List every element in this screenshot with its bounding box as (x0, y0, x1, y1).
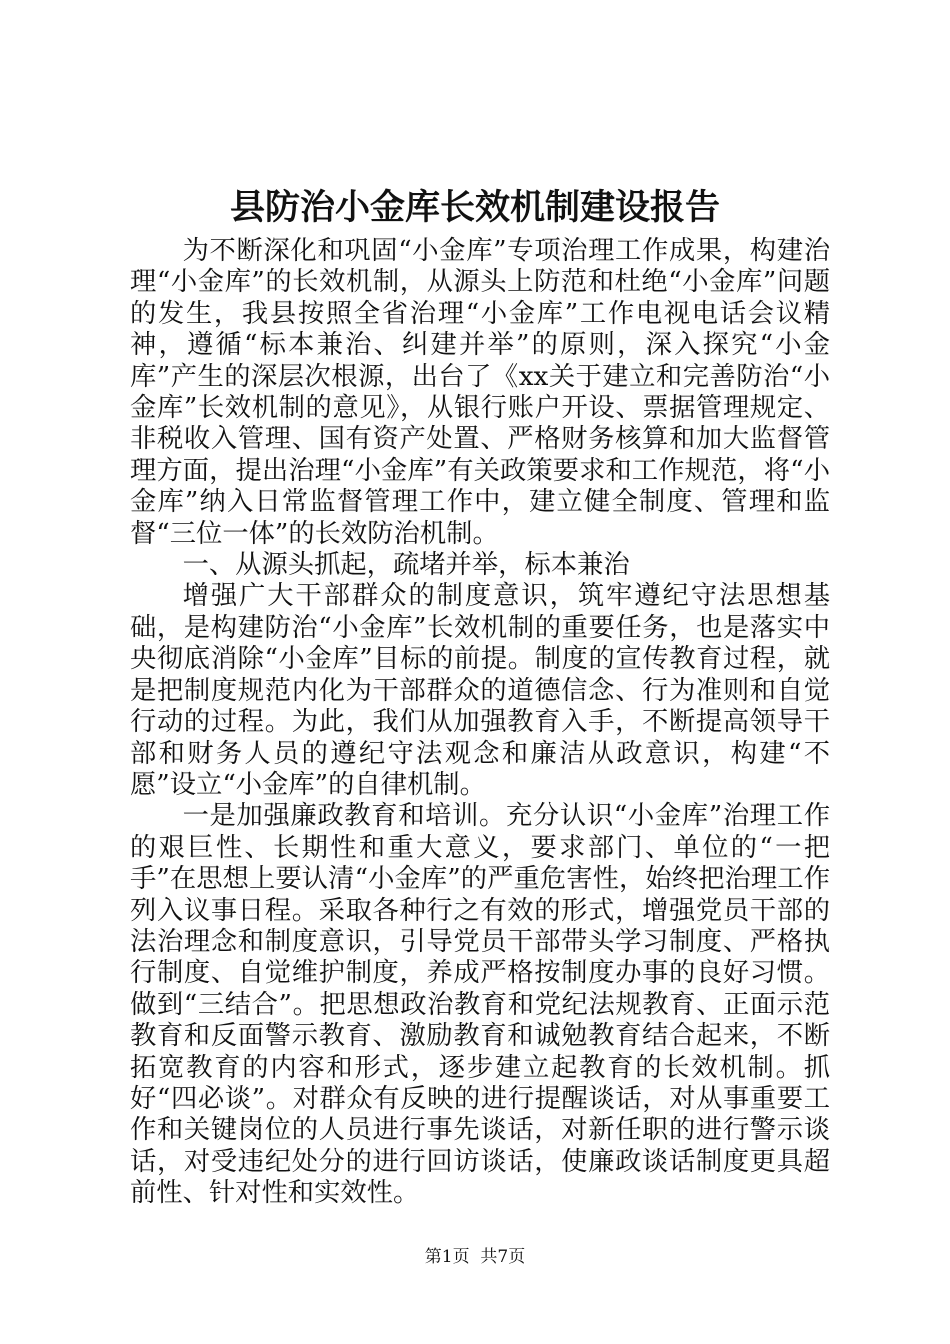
page-footer (0, 1246, 950, 1268)
page-number: 第1页 (424, 1247, 470, 1267)
section-heading: 一、从源头抓起，疏堵并举，标本兼治 (182, 550, 630, 581)
body-paragraph: 增强广大干部群众的制度意识，筑牢遵纪守法思想基础，是构建防治“小金库”长效机制的重要任务，也是落实中央彻底消除“小金库”目标的前提。制度的宣传教育过程，就是把制度规范内化为干部群众的道德信念、行为准则和自觉行动的过程。为此，我们从加强教育入手，不断提高领导干部和财务人员的遵纪守法观念和廉洁从政意识，构建“不愿”设立“小金库”的自律机制。 (130, 581, 830, 800)
document-body (130, 236, 830, 1210)
document-title: 县防治小金库长效机制建设报告 (229, 187, 720, 228)
body-paragraph: 一是加强廉政教育和培训。充分认识“小金库”治理工作的艰巨性、长期性和重大意义，要求部门、单位的“一把手”在思想上要认清“小金库”的严重危害性，始终把治理工作列入议事日程。采取各种行之有效的形式，增强党员干部的法治理念和制度意识，引导党员干部带头学习制度、严格执行制度、自觉维护制度，养成严格按制度办事的良好习惯。做到“三结合”。把思想政治教育和党纪法规教育、正面示范教育和反面警示教育、激励教育和诚勉教育结合起来，不断拓宽教育的内容和形式，逐步建立起教育的长效机制。抓好“四必谈”。对群众有反映的进行提醒谈话，对从事重要工作和关键岗位的人员进行事先谈话，对新任职的进行警示谈话，对受违纪处分的进行回访谈话，使廉政谈话制度更具超前性、针对性和实效性。 (130, 801, 830, 1209)
intro-paragraph: 为不断深化和巩固“小金库”专项治理工作成果，构建治理“小金库”的长效机制，从源头上防范和杜绝“小金库”问题的发生，我县按照全省治理“小金库”工作电视电话会议精神，遵循“标本兼治、纠建并举”的原则，深入探究“小金库”产生的深层次根源，出台了《xx关于建立和完善防治“小金库”长效机制的意见》，从银行账户开设、票据管理规定、非税收入管理、国有资产处置、严格财务核算和加大监督管理方面，提出治理“小金库”有关政策要求和工作规范，将“小金库”纳入日常监督管理工作中，建立健全制度、管理和监督“三位一体”的长效防治机制。 (130, 236, 830, 549)
page-total: 共7页 (480, 1247, 526, 1267)
